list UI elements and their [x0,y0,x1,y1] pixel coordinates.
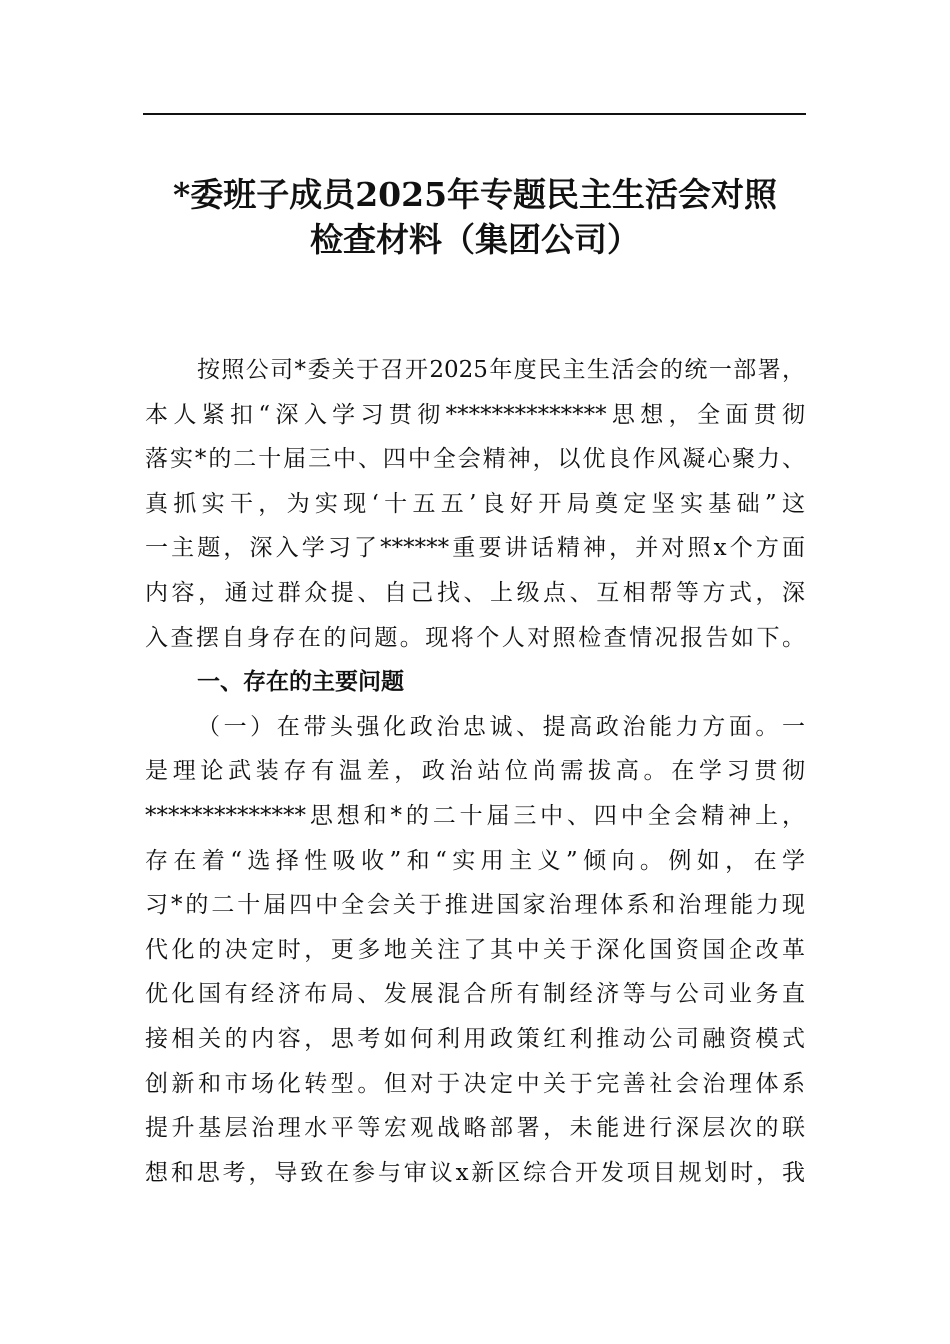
paragraph-line: 是理论武装存有温差，政治站位尚需拔高。在学习贯彻 [145,758,805,785]
paragraph-line: 习*的二十届四中全会关于推进国家治理体系和治理能力现 [145,892,805,919]
document-title-line-2: 检查材料（集团公司） [310,220,640,259]
header-rule [143,113,806,115]
paragraph-line: 代化的决定时，更多地关注了其中关于深化国资国企改革 [145,936,805,963]
paragraph-line: 创新和市场化转型。但对于决定中关于完善社会治理体系 [145,1070,805,1097]
paragraph-line: 本人紧扣“深入学习贯彻**************思想，全面贯彻 [145,401,805,428]
section-heading: 一、存在的主要问题 [197,668,404,696]
document-body [145,348,805,1195]
paragraph-line: **************思想和*的二十届三中、四中全会精神上， [145,802,805,829]
paragraph-line: 入查摆自身存在的问题。现将个人对照检查情况报告如下。 [145,624,805,651]
paragraph-line: 落实*的二十届三中、四中全会精神，以优良作风凝心聚力、 [145,446,805,473]
paragraph-line: 想和思考，导致在参与审议x新区综合开发项目规划时，我 [145,1159,805,1186]
paragraph-line: （一）在带头强化政治忠诚、提高政治能力方面。一 [197,713,805,740]
paragraph-line: 一主题，深入学习了******重要讲话精神，并对照x个方面 [145,535,805,562]
paragraph-line: 优化国有经济布局、发展混合所有制经济等与公司业务直 [145,981,805,1008]
paragraph-line: 存在着“选择性吸收”和“实用主义”倾向。例如，在学 [145,847,805,874]
paragraph-line: 提升基层治理水平等宏观战略部署，未能进行深层次的联 [145,1115,805,1142]
paragraph-line: 按照公司*委关于召开2025年度民主生活会的统一部署， [197,357,805,383]
paragraph-line: 真抓实干，为实现‘十五五’良好开局奠定坚实基础”这 [145,490,805,517]
document-title-line-1: *委班子成员2025年专题民主生活会对照 [172,175,778,214]
paragraph-line: 接相关的内容，思考如何利用政策红利推动公司融资模式 [145,1025,805,1052]
paragraph-line: 内容，通过群众提、自己找、上级点、互相帮等方式，深 [145,579,805,606]
